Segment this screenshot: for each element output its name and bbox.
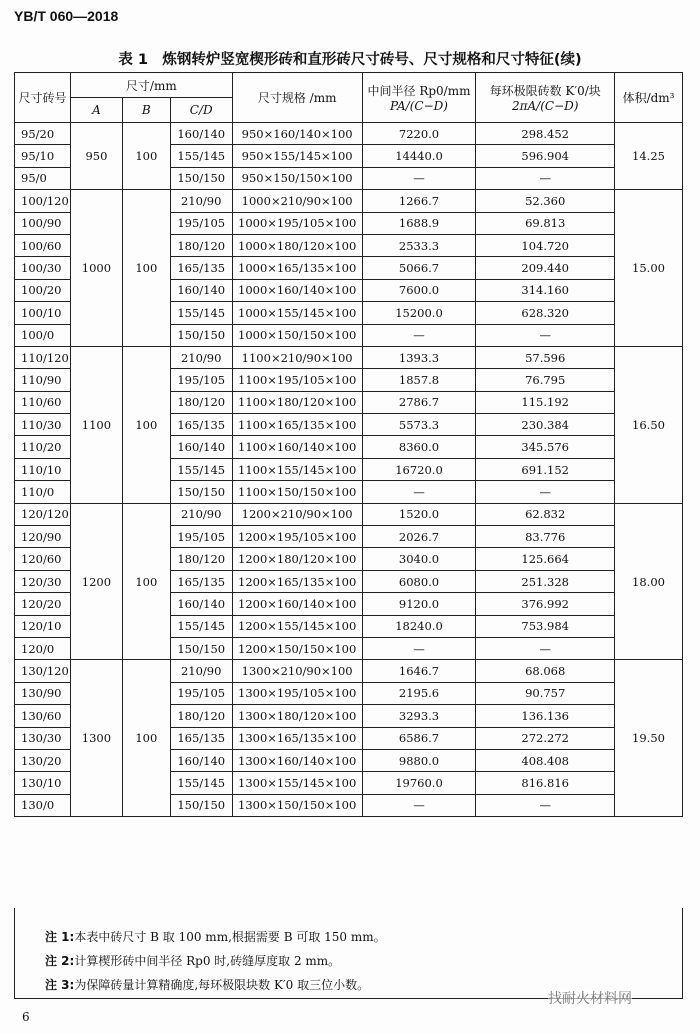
count-cell: 272.272 [476,727,615,749]
spec-cell: 1200×155/145×100 [232,615,362,637]
volume-cell: 14.25 [615,123,683,190]
table-title: 表 1 炼钢转炉竖宽楔形砖和直形砖尺寸砖号、尺寸规格和尺寸特征(续) [118,52,582,68]
brick-no-cell: 120/0 [15,637,71,659]
cd-cell: 150/150 [170,794,232,816]
brick-no-cell: 130/30 [15,727,71,749]
cd-cell: 150/150 [170,481,232,503]
radius-cell: 15200.0 [362,302,476,324]
spec-cell: 1100×195/105×100 [232,369,362,391]
count-cell: — [476,167,615,189]
spec-cell: 1300×165/135×100 [232,727,362,749]
brick-no-cell: 110/10 [15,458,71,480]
count-cell: 76.795 [476,369,615,391]
note-text: 本表中砖尺寸 B 取 100 mm,根据需要 B 可取 150 mm。 [74,930,386,944]
cd-cell: 165/135 [170,570,232,592]
radius-label: 中间半径 Rp0/mm [367,84,471,98]
notes-box [14,908,683,999]
note-3 [45,976,369,993]
spec-cell: 1000×210/90×100 [232,190,362,212]
brick-no-cell: 100/90 [15,212,71,234]
brick-no-cell: 120/10 [15,615,71,637]
brick-size-table [14,72,683,817]
cd-cell: 155/145 [170,615,232,637]
brick-no-cell: 100/120 [15,190,71,212]
radius-cell: 1646.7 [362,660,476,682]
count-cell: 816.816 [476,772,615,794]
spec-cell: 1200×195/105×100 [232,526,362,548]
table-row [15,346,683,368]
spec-cell: 1300×195/105×100 [232,682,362,704]
spec-cell: 1100×160/140×100 [232,436,362,458]
cd-cell: 195/105 [170,369,232,391]
cd-cell: 160/140 [170,593,232,615]
count-label: 每环极限砖数 K′0/块 [489,84,601,98]
brick-no-cell: 110/0 [15,481,71,503]
radius-cell: 1266.7 [362,190,476,212]
count-cell: 753.984 [476,615,615,637]
brick-no-cell: 120/60 [15,548,71,570]
a-cell: 1300 [70,660,122,817]
radius-cell: 2786.7 [362,391,476,413]
radius-cell: — [362,167,476,189]
radius-cell: 16720.0 [362,458,476,480]
spec-cell: 1100×150/150×100 [232,481,362,503]
brick-no-cell: 110/30 [15,414,71,436]
b-cell: 100 [122,346,170,503]
cd-cell: 195/105 [170,212,232,234]
spec-cell: 1100×165/135×100 [232,414,362,436]
table-row [15,190,683,212]
radius-cell: 7220.0 [362,123,476,145]
spec-cell: 1200×160/140×100 [232,593,362,615]
radius-cell: 3040.0 [362,548,476,570]
count-cell: 230.384 [476,414,615,436]
cd-cell: 210/90 [170,190,232,212]
table-row [15,660,683,682]
header-volume: 体积/dm³ [615,73,683,123]
radius-cell: 5573.3 [362,414,476,436]
cd-cell: 160/140 [170,436,232,458]
brick-no-cell: 100/60 [15,234,71,256]
a-cell: 1100 [70,346,122,503]
radius-cell: — [362,324,476,346]
count-cell: 345.576 [476,436,615,458]
volume-cell: 18.00 [615,503,683,660]
a-cell: 950 [70,123,122,190]
brick-no-cell: 130/60 [15,705,71,727]
note-1 [45,928,386,945]
table-row [15,123,683,145]
spec-cell: 950×160/140×100 [232,123,362,145]
radius-cell: 1393.3 [362,346,476,368]
cd-cell: 150/150 [170,167,232,189]
count-cell: 628.320 [476,302,615,324]
b-cell: 100 [122,503,170,660]
spec-cell: 1300×180/120×100 [232,705,362,727]
page-number: 6 [22,1010,30,1024]
brick-no-cell: 110/60 [15,391,71,413]
note-label: 注 1: [45,930,75,944]
count-cell: — [476,637,615,659]
count-cell: 104.720 [476,234,615,256]
radius-cell: 14440.0 [362,145,476,167]
count-cell: 691.152 [476,458,615,480]
spec-cell: 1000×180/120×100 [232,234,362,256]
cd-cell: 180/120 [170,234,232,256]
count-cell: 83.776 [476,526,615,548]
brick-no-cell: 100/10 [15,302,71,324]
spec-cell: 1200×150/150×100 [232,637,362,659]
count-cell: 408.408 [476,749,615,771]
count-cell: — [476,481,615,503]
note-label: 注 2: [45,954,75,968]
header-b: B [122,98,170,123]
volume-cell: 16.50 [615,346,683,503]
radius-cell: 6586.7 [362,727,476,749]
brick-no-cell: 130/0 [15,794,71,816]
radius-cell: 6080.0 [362,570,476,592]
volume-cell: 19.50 [615,660,683,817]
header-a: A [70,98,122,123]
spec-cell: 1100×180/120×100 [232,391,362,413]
count-cell: 136.136 [476,705,615,727]
radius-cell: 1520.0 [362,503,476,525]
note-label: 注 3: [45,978,75,992]
radius-cell: 2533.3 [362,234,476,256]
brick-no-cell: 130/20 [15,749,71,771]
spec-cell: 1000×195/105×100 [232,212,362,234]
cd-cell: 155/145 [170,302,232,324]
brick-no-cell: 100/0 [15,324,71,346]
radius-cell: — [362,637,476,659]
header-count [476,73,615,123]
cd-cell: 180/120 [170,705,232,727]
radius-cell: 1857.8 [362,369,476,391]
cd-cell: 210/90 [170,660,232,682]
spec-cell: 1000×165/135×100 [232,257,362,279]
cd-cell: 155/145 [170,772,232,794]
cd-cell: 155/145 [170,458,232,480]
cd-cell: 195/105 [170,526,232,548]
count-cell: 68.068 [476,660,615,682]
brick-no-cell: 120/30 [15,570,71,592]
radius-cell: 1688.9 [362,212,476,234]
count-cell: 298.452 [476,123,615,145]
spec-cell: 1000×155/145×100 [232,302,362,324]
spec-cell: 1100×210/90×100 [232,346,362,368]
cd-cell: 150/150 [170,324,232,346]
count-cell: — [476,794,615,816]
header-brick-no: 尺寸砖号 [15,73,71,123]
count-cell: 209.440 [476,257,615,279]
spec-cell: 1300×210/90×100 [232,660,362,682]
brick-no-cell: 110/20 [15,436,71,458]
brick-no-cell: 100/20 [15,279,71,301]
b-cell: 100 [122,660,170,817]
count-cell: 52.360 [476,190,615,212]
volume-cell: 15.00 [615,190,683,347]
count-cell: 69.813 [476,212,615,234]
brick-no-cell: 95/10 [15,145,71,167]
radius-cell: 18240.0 [362,615,476,637]
radius-formula: PA/(C−D) [390,99,448,113]
radius-cell: 8360.0 [362,436,476,458]
spec-cell: 1300×150/150×100 [232,794,362,816]
spec-cell: 1100×155/145×100 [232,458,362,480]
count-cell: 125.664 [476,548,615,570]
brick-no-cell: 100/30 [15,257,71,279]
count-cell: — [476,324,615,346]
radius-cell: 5066.7 [362,257,476,279]
cd-cell: 160/140 [170,279,232,301]
header-spec: 尺寸规格 /mm [232,73,362,123]
count-cell: 62.832 [476,503,615,525]
spec-cell: 950×155/145×100 [232,145,362,167]
radius-cell: 3293.3 [362,705,476,727]
note-text: 为保障砖量计算精确度,每环极限块数 K′0 取三位小数。 [74,978,370,992]
spec-cell: 1300×160/140×100 [232,749,362,771]
count-cell: 376.992 [476,593,615,615]
spec-cell: 1000×160/140×100 [232,279,362,301]
spec-cell: 1200×210/90×100 [232,503,362,525]
radius-cell: 7600.0 [362,279,476,301]
standard-number: YB/T 060—2018 [14,8,119,24]
cd-cell: 180/120 [170,391,232,413]
spec-cell: 1000×150/150×100 [232,324,362,346]
radius-cell: — [362,794,476,816]
brick-no-cell: 120/90 [15,526,71,548]
radius-cell: — [362,481,476,503]
brick-no-cell: 130/10 [15,772,71,794]
brick-no-cell: 95/0 [15,167,71,189]
brick-no-cell: 130/90 [15,682,71,704]
a-cell: 1000 [70,190,122,347]
cd-cell: 195/105 [170,682,232,704]
count-cell: 57.596 [476,346,615,368]
radius-cell: 9880.0 [362,749,476,771]
cd-cell: 165/135 [170,257,232,279]
header-cd: C/D [170,98,232,123]
note-text: 计算楔形砖中间半径 Rp0 时,砖缝厚度取 2 mm。 [74,954,341,968]
radius-cell: 9120.0 [362,593,476,615]
cd-cell: 150/150 [170,637,232,659]
b-cell: 100 [122,190,170,347]
spec-cell: 1200×165/135×100 [232,570,362,592]
cd-cell: 180/120 [170,548,232,570]
note-2 [45,952,340,969]
table-row [15,503,683,525]
radius-cell: 19760.0 [362,772,476,794]
spec-cell: 950×150/150×100 [232,167,362,189]
cd-cell: 165/135 [170,414,232,436]
watermark: 找耐火材料网 [548,988,632,1008]
b-cell: 100 [122,123,170,190]
radius-cell: 2195.6 [362,682,476,704]
brick-no-cell: 130/120 [15,660,71,682]
cd-cell: 210/90 [170,346,232,368]
count-cell: 115.192 [476,391,615,413]
count-cell: 314.160 [476,279,615,301]
cd-cell: 210/90 [170,503,232,525]
count-cell: 596.904 [476,145,615,167]
count-cell: 90.757 [476,682,615,704]
a-cell: 1200 [70,503,122,660]
brick-no-cell: 110/90 [15,369,71,391]
count-cell: 251.328 [476,570,615,592]
brick-no-cell: 110/120 [15,346,71,368]
cd-cell: 155/145 [170,145,232,167]
cd-cell: 160/140 [170,749,232,771]
header-size: 尺寸/mm [70,73,232,98]
spec-cell: 1300×155/145×100 [232,772,362,794]
brick-no-cell: 120/20 [15,593,71,615]
header-radius [362,73,476,123]
count-formula: 2πA/(C−D) [511,99,579,113]
cd-cell: 160/140 [170,123,232,145]
brick-no-cell: 120/120 [15,503,71,525]
brick-no-cell: 95/20 [15,123,71,145]
cd-cell: 165/135 [170,727,232,749]
spec-cell: 1200×180/120×100 [232,548,362,570]
radius-cell: 2026.7 [362,526,476,548]
